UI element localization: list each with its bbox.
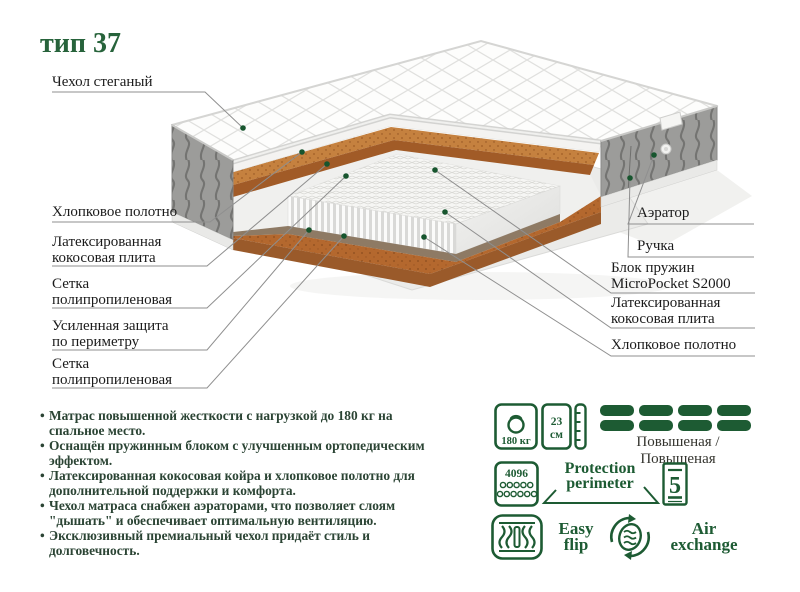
label-cotton-fabric-left: Хлопковое полотно bbox=[52, 204, 178, 220]
air-exchange-label: Air exchange bbox=[670, 519, 738, 554]
label-cotton-fabric-right: Хлопковое полотно bbox=[611, 337, 737, 353]
feature-item: • Матрас повышенной жесткости с нагрузкой до 180 кг на спальное место. bbox=[40, 408, 444, 438]
easy-flip-label: Easy flip bbox=[558, 519, 594, 554]
feature-item: • Чехол матраса снабжен аэраторами, что позволяет слоям "дышать" и обеспечивает оптимальную вентиляцию. bbox=[40, 498, 444, 528]
air-exchange-icon bbox=[605, 512, 655, 562]
label-coir-plate-right: Латексированная кокосовая плита bbox=[611, 295, 721, 327]
warranty-5-icon bbox=[662, 462, 688, 506]
firmness-bar bbox=[600, 405, 634, 416]
firmness-bar bbox=[717, 405, 751, 416]
label-spring-block: Блок пружин MicroPocket S2000 bbox=[611, 260, 731, 292]
svg-text:см: см bbox=[550, 429, 563, 441]
ruler-icon bbox=[576, 405, 586, 449]
firmness-bar bbox=[639, 405, 673, 416]
svg-text:180 кг: 180 кг bbox=[501, 436, 531, 447]
feature-item: • Латексированная кокосовая койра и хлопковое полотно для дополнительной поддержки и комфорта. bbox=[40, 468, 444, 498]
easy-flip-icon bbox=[491, 514, 543, 560]
svg-text:23: 23 bbox=[550, 416, 563, 428]
label-handle: Ручка bbox=[637, 238, 675, 254]
feature-item: • Оснащён пружинным блоком с улучшенным ортопедическим эффектом. bbox=[40, 438, 444, 468]
protection-perimeter-label: Protection perimeter bbox=[564, 460, 636, 492]
spring-count-icon bbox=[494, 461, 539, 507]
springs-dots-icon bbox=[497, 482, 536, 496]
feature-item: • Эксклюзивный премиальный чехол придаёт стиль и долговечность. bbox=[40, 528, 444, 558]
svg-text:4096: 4096 bbox=[505, 468, 528, 480]
label-coir-plate-left: Латексированная кокосовая плита bbox=[52, 234, 162, 266]
label-aerator: Аэратор bbox=[637, 205, 690, 221]
label-quilted-cover: Чехол стеганый bbox=[52, 74, 153, 90]
label-pp-net-1: Сетка полипропиленовая bbox=[52, 276, 173, 308]
page-title: тип 37 bbox=[40, 28, 122, 59]
label-pp-net-2: Сетка полипропиленовая bbox=[52, 356, 173, 388]
firmness-label: Повышеная / Повышеная bbox=[636, 434, 720, 467]
firmness-bar bbox=[639, 420, 673, 431]
firmness-bar bbox=[717, 420, 751, 431]
height-icon bbox=[541, 403, 587, 450]
firmness-bar bbox=[600, 420, 634, 431]
firmness-bar bbox=[678, 420, 712, 431]
svg-text:5: 5 bbox=[669, 473, 681, 499]
firmness-bar bbox=[678, 405, 712, 416]
label-perimeter-protection: Усиленная защита по периметру bbox=[52, 318, 169, 350]
max-weight-icon bbox=[494, 403, 538, 450]
